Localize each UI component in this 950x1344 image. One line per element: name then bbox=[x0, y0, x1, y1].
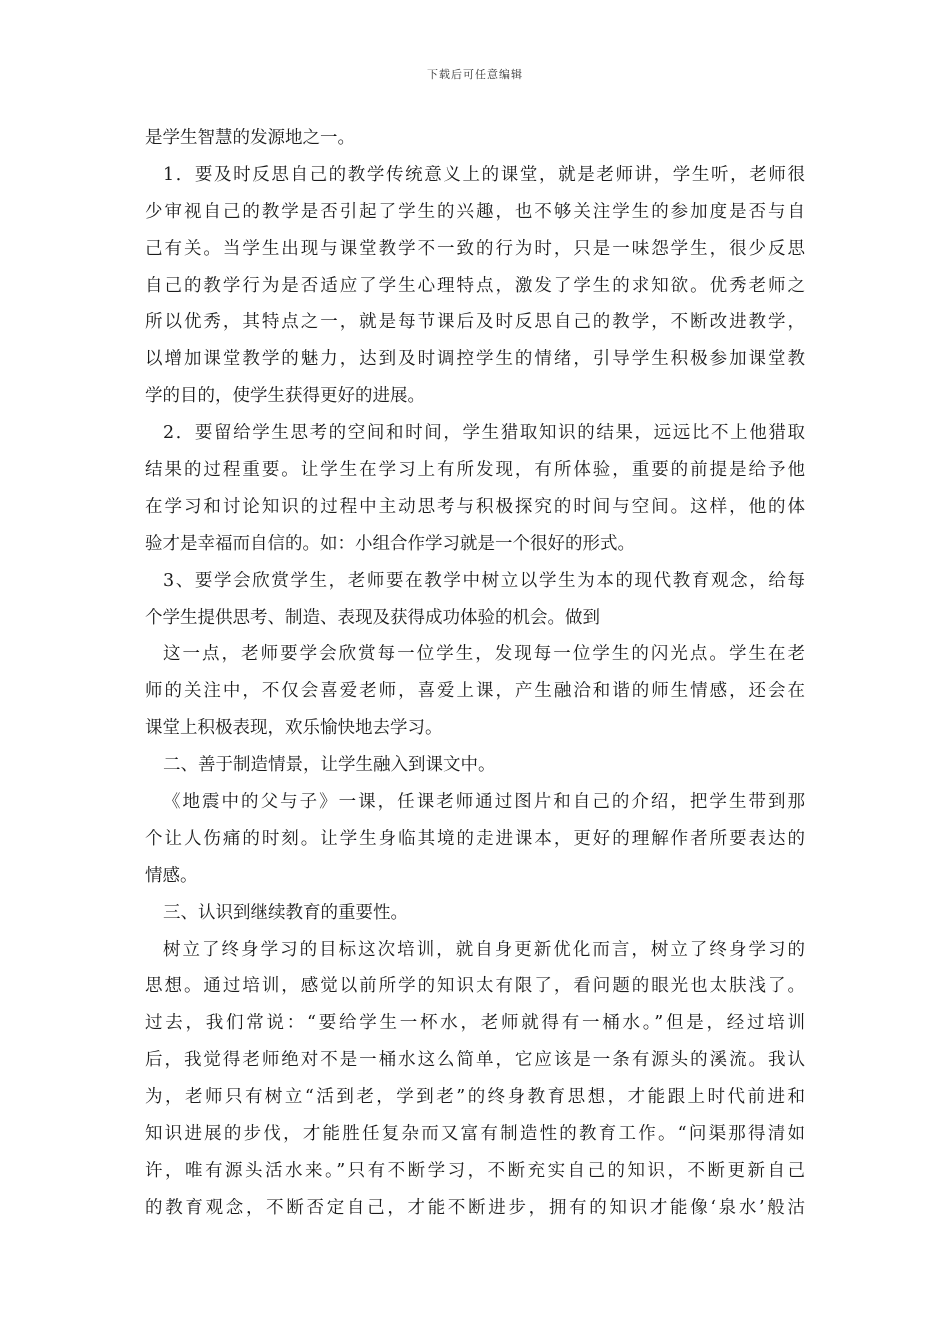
text-line: 二、善于制造情景，让学生融入到课文中。 bbox=[163, 755, 496, 776]
text-line: 少审视自己的教学是否引起了学生的兴趣，也不够关注学生的参加度是否与自 bbox=[145, 201, 805, 222]
text-line: 思想。通过培训，感觉以前所学的知识太有限了，看问题的眼光也太肤浅了。 bbox=[145, 976, 805, 997]
text-line: 树立了终身学习的目标这次培训，就自身更新优化而言，树立了终身学习的 bbox=[163, 939, 805, 960]
text-line: 所以优秀，其特点之一，就是每节课后及时反思自己的教学，不断改进教学， bbox=[145, 312, 805, 333]
text-line: 结果的过程重要。让学生在学习上有所发现，有所体验，重要的前提是给予他 bbox=[145, 460, 805, 481]
text-line: 《地震中的父与子》一课，任课老师通过图片和自己的介绍，把学生带到那 bbox=[163, 792, 805, 813]
text-line: 为，老师只有树立“活到老，学到老”的终身教育思想，才能跟上时代前进和 bbox=[145, 1087, 805, 1108]
text-line: 知识进展的步伐，才能胜任复杂而又富有制造性的教育工作。“问渠那得清如 bbox=[145, 1124, 805, 1145]
text-line: 以增加课堂教学的魅力，达到及时调控学生的情绪，引导学生积极参加课堂教 bbox=[145, 349, 805, 370]
text-line: 许，唯有源头活水来。”只有不断学习，不断充实自己的知识，不断更新自己 bbox=[145, 1160, 805, 1181]
text-line: 后，我觉得老师绝对不是一桶水这么简单，它应该是一条有源头的溪流。我认 bbox=[145, 1050, 805, 1071]
text-line: 这一点，老师要学会欣赏每一位学生，发现每一位学生的闪光点。学生在老 bbox=[163, 644, 805, 665]
text-line: 2．要留给学生思考的空间和时间，学生猎取知识的结果，远远比不上他猎取 bbox=[163, 423, 805, 444]
text-line: 个学生提供思考、制造、表现及获得成功体验的机会。做到 bbox=[145, 607, 600, 628]
text-line: 己有关。当学生出现与课堂教学不一致的行为时，只是一味怨学生，很少反思 bbox=[145, 238, 805, 259]
text-line: 过去，我们常说：“要给学生一杯水，老师就得有一桶水。”但是，经过培训 bbox=[145, 1013, 805, 1034]
text-line: 课堂上积极表现，欢乐愉快地去学习。 bbox=[145, 718, 443, 739]
text-line: 情感。 bbox=[145, 865, 198, 886]
text-line: 三、认识到继续教育的重要性。 bbox=[163, 902, 408, 923]
text-line: 师的关注中，不仅会喜爱老师，喜爱上课，产生融洽和谐的师生情感，还会在 bbox=[145, 681, 805, 702]
text-line: 的教育观念，不断否定自己，才能不断进步，拥有的知识才能像‘泉水’般沽 bbox=[145, 1197, 805, 1218]
document-body bbox=[145, 120, 805, 1227]
text-line: 是学生智慧的发源地之一。 bbox=[145, 128, 355, 148]
text-line: 学的目的，使学生获得更好的进展。 bbox=[145, 386, 425, 407]
text-line: 自己的教学行为是否适应了学生心理特点，激发了学生的求知欲。优秀老师之 bbox=[145, 275, 805, 296]
text-line: 个让人伤痛的时刻。让学生身临其境的走进课本，更好的理解作者所要表达的 bbox=[145, 828, 805, 849]
text-line: 1．要及时反思自己的教学传统意义上的课堂，就是老师讲，学生听，老师很 bbox=[163, 164, 805, 185]
text-line: 验才是幸福而自信的。如：小组合作学习就是一个很好的形式。 bbox=[145, 533, 635, 554]
page-header: 下载后可任意编辑 bbox=[427, 68, 523, 81]
text-line: 在学习和讨论知识的过程中主动思考与积极探究的时间与空间。这样，他的体 bbox=[145, 496, 805, 517]
text-line: 3、要学会欣赏学生，老师要在教学中树立以学生为本的现代教育观念，给每 bbox=[163, 570, 805, 591]
